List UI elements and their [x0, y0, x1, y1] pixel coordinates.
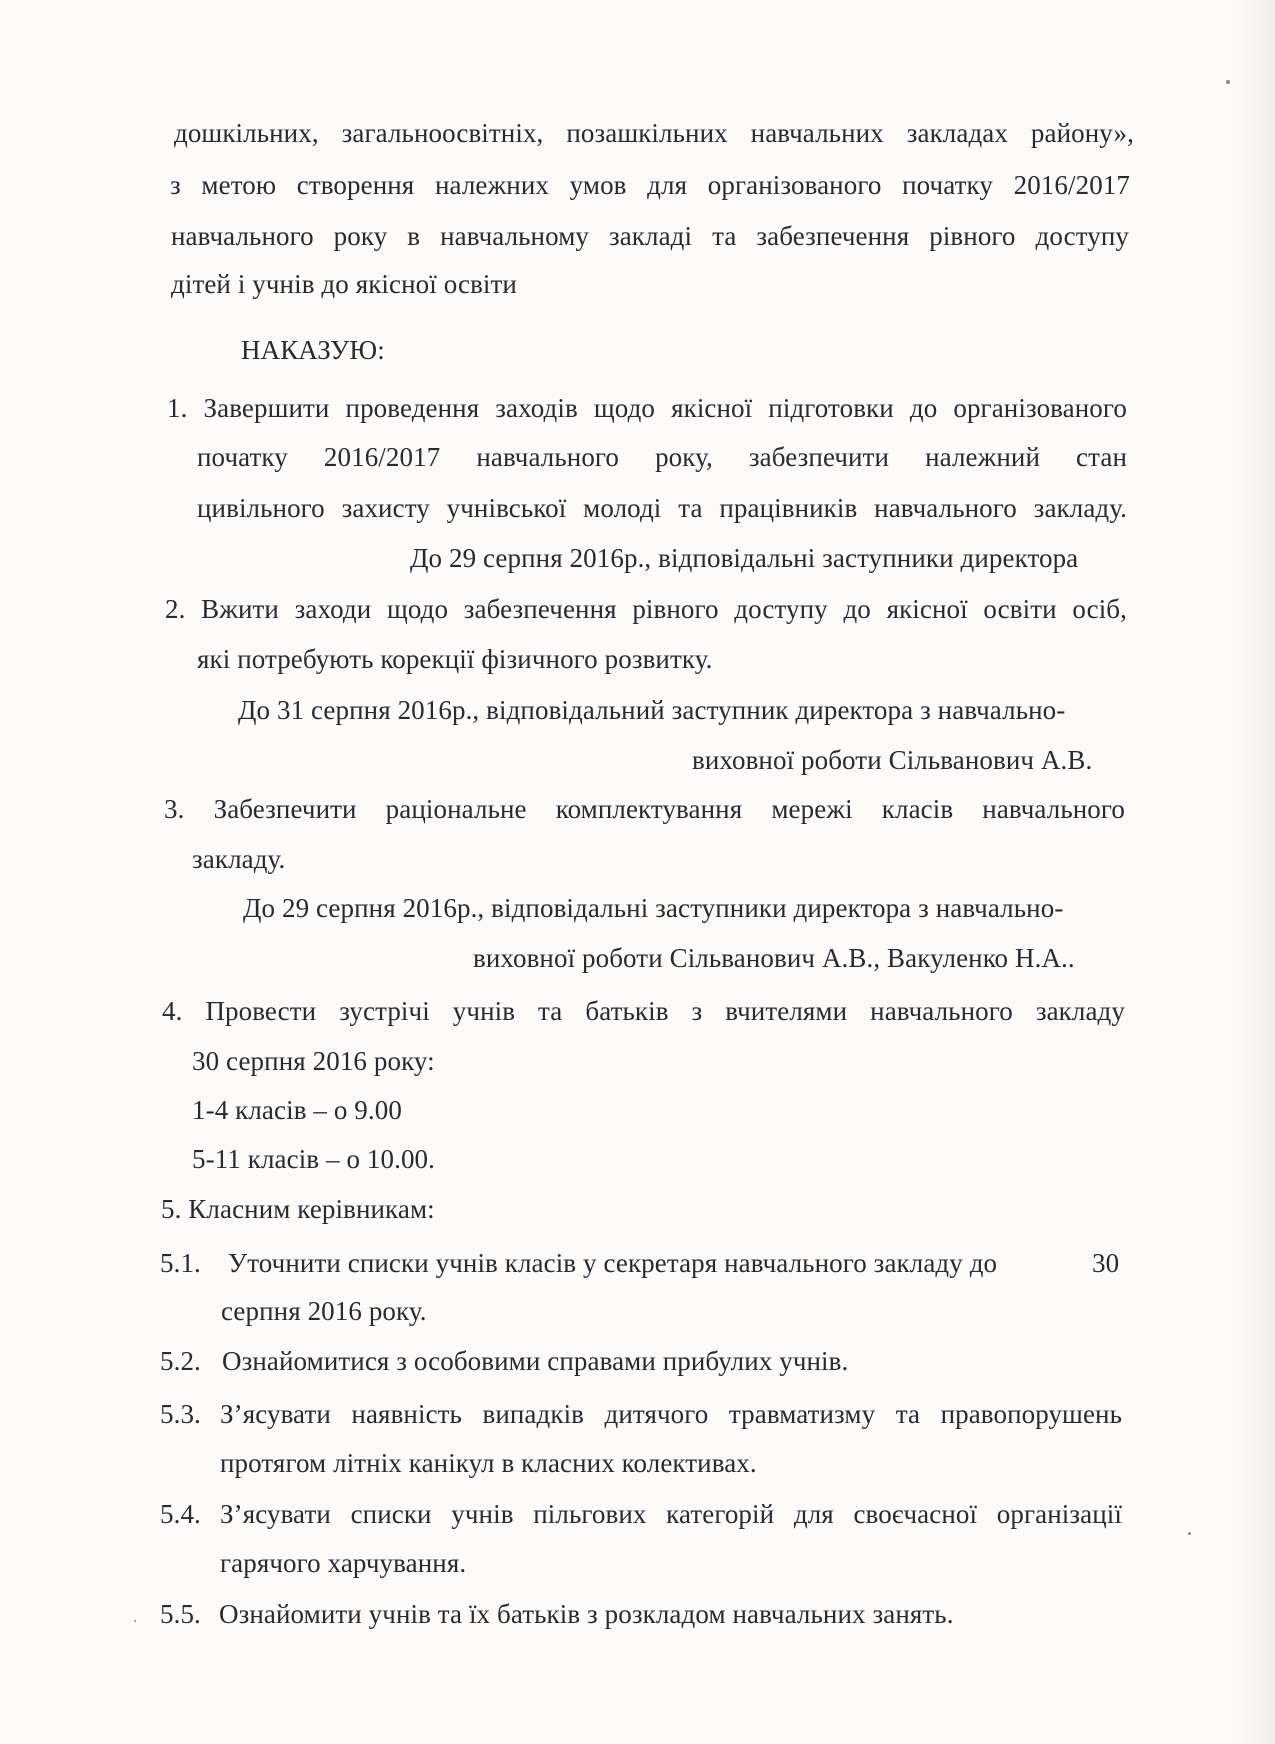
order-heading: НАКАЗУЮ:	[241, 335, 385, 365]
item5-4-line-2: гарячого харчування.	[220, 1548, 467, 1578]
scan-edge-shadow	[1235, 0, 1275, 1744]
item5-1-line-1: Уточнити списки учнів класів у секретаря навчального закладу до	[228, 1248, 998, 1278]
item5-3-line-2: протягом літніх канікул в класних колективах.	[220, 1448, 757, 1478]
item5-2-line-1: Ознайомитися з особовими справами прибулих учнів.	[222, 1346, 849, 1376]
item5-2-number: 5.2.	[160, 1346, 201, 1376]
intro-line-4: дітей і учнів до якісної освіти	[171, 269, 517, 299]
item5-1-line-2: серпня 2016 року.	[221, 1296, 427, 1326]
item5-1-number: 5.1.	[160, 1248, 201, 1278]
item5-heading: 5. Класним керівникам:	[161, 1194, 435, 1224]
item2-line-1: 2. Вжити заходи щодо забезпечення рівного доступу до якісної освіти осіб,	[165, 594, 1127, 624]
item3-responsible-1: До 29 серпня 2016р., відповідальні заступники директора з навчально-	[243, 893, 1064, 923]
item3-line-2: закладу.	[192, 844, 286, 874]
item5-5-number: 5.5.	[160, 1599, 201, 1629]
intro-line-2: з метою створення належних умов для організованого початку 2016/2017	[170, 170, 1130, 200]
item2-responsible-1: До 31 серпня 2016р., відповідальний заступник директора з навчально-	[238, 695, 1066, 725]
item4-line-4: 5-11 класів – о 10.00.	[192, 1144, 435, 1174]
item2-responsible-2: виховної роботи Сільванович А.В.	[692, 745, 1093, 775]
item5-4-number: 5.4.	[160, 1499, 201, 1529]
item2-line-2: які потребують корекції фізичного розвитку.	[197, 644, 713, 674]
scan-speck	[134, 1620, 136, 1622]
intro-line-3: навчального року в навчальному закладі та забезпечення рівного доступу	[171, 221, 1129, 251]
item4-line-1: 4. Провести зустрічі учнів та батьків з вчителями навчального закладу	[162, 996, 1125, 1026]
item3-responsible-2: виховної роботи Сільванович А.В., Вакуленко Н.А..	[473, 943, 1075, 973]
item5-3-number: 5.3.	[160, 1399, 201, 1429]
item1-line-2: початку 2016/2017 навчального року, забезпечити належний стан	[197, 442, 1127, 472]
item3-line-1: 3. Забезпечити раціональне комплектування мережі класів навчального	[164, 794, 1125, 824]
item5-5-line-1: Ознайомити учнів та їх батьків з розкладом навчальних занять.	[219, 1599, 954, 1629]
scan-speck	[1226, 80, 1230, 84]
item5-3-line-1: З’ясувати наявність випадків дитячого травматизму та правопорушень	[220, 1399, 1122, 1429]
intro-line-1: дошкільних, загальноосвітніх, позашкільних навчальних закладах району»,	[174, 118, 1134, 148]
item1-line-3: цивільного захисту учнівської молоді та працівників навчального закладу.	[197, 493, 1127, 523]
item5-4-line-1: З’ясувати списки учнів пільгових категорій для своєчасної організації	[220, 1499, 1122, 1529]
scan-speck	[1188, 1532, 1191, 1535]
item1-line-1: 1. Завершити проведення заходів щодо якісної підготовки до організованого	[167, 393, 1127, 423]
item4-line-2: 30 серпня 2016 року:	[192, 1046, 435, 1076]
item4-line-3: 1-4 класів – о 9.00	[192, 1095, 402, 1125]
item5-1-extra: 30	[1092, 1248, 1120, 1278]
item1-responsible: До 29 серпня 2016р., відповідальні заступники директора	[410, 543, 1079, 573]
